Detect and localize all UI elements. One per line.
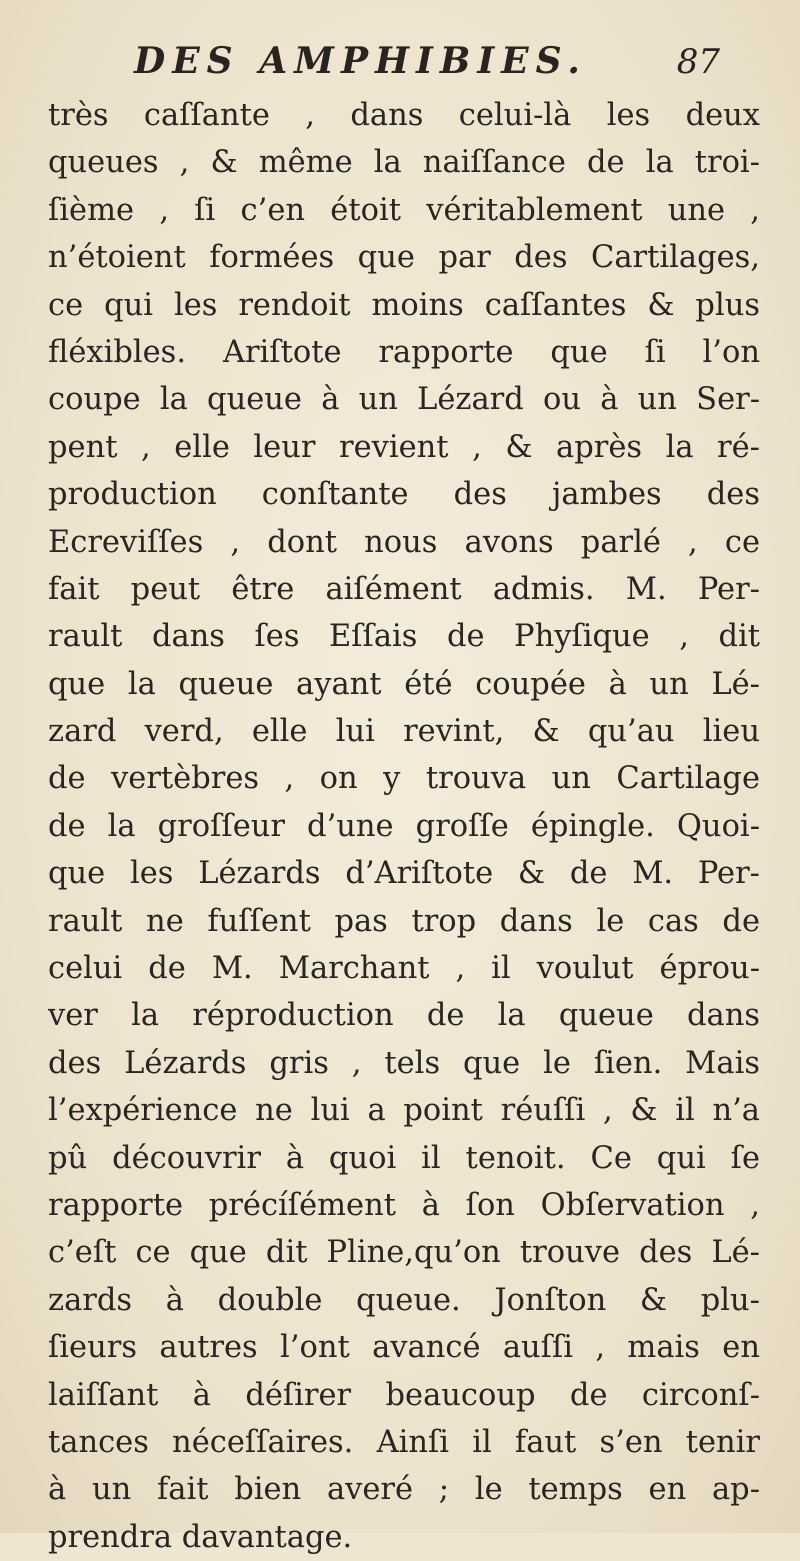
text-line: celui de M. Marchant , il voulut éprou- xyxy=(48,951,760,987)
text-line: n’étoient formées que par des Cartilages, xyxy=(48,240,760,276)
text-line: l’expérience ne lui a point réuſſi , & il n’a xyxy=(48,1093,760,1129)
text-line: Ecreviſſes , dont nous avons parlé , ce xyxy=(48,524,760,560)
text-line: coupe la queue à un Lézard ou à un Ser- xyxy=(48,382,760,418)
text-line: zards à double queue. Jonſton & plu- xyxy=(48,1282,760,1318)
text-line: queues , & même la naiſſance de la troi- xyxy=(48,145,760,181)
text-line: zard verd, elle lui revint, & qu’au lieu xyxy=(48,714,760,750)
text-line: de la groſſeur d’une groſſe épingle. Quoi- xyxy=(48,808,760,844)
text-line: laiſſant à déſirer beaucoup de circonſ- xyxy=(48,1377,760,1413)
text-line: à un fait bien averé ; le temps en ap- xyxy=(48,1472,760,1508)
page-header xyxy=(120,40,720,90)
text-line: rault dans ſes Eſſais de Phyſique , dit xyxy=(48,619,760,655)
text-line: ſieurs autres l’ont avancé auſſi , mais en xyxy=(48,1330,760,1366)
text-line: de vertèbres , on y trouva un Cartilage xyxy=(48,761,760,797)
text-line: ver la réproduction de la queue dans xyxy=(48,998,760,1034)
text-line: des Lézards gris , tels que le ſien. Mais xyxy=(48,1045,760,1081)
text-line: pent , elle leur revient , & après la ré- xyxy=(48,429,760,465)
page-number: 87 xyxy=(676,42,720,82)
text-line: tances néceſſaires. Ainſi il faut s’en tenir xyxy=(48,1424,760,1460)
text-line: fléxibles. Ariſtote rapporte que ſi l’on xyxy=(48,334,760,370)
running-title: DES AMPHIBIES. xyxy=(134,40,587,82)
text-line: prendra davantage. xyxy=(48,1519,353,1555)
text-line: ſième , ſi c’en étoit véritablement une , xyxy=(48,192,760,228)
text-line: très caſſante , dans celui-là les deux xyxy=(48,98,760,133)
text-line: ce qui les rendoit moins caſſantes & plus xyxy=(48,287,760,323)
text-line: c’eſt ce que dit Pline,qu’on trouve des Lé- xyxy=(48,1235,760,1271)
text-line: fait peut être aiſément admis. M. Per- xyxy=(48,571,760,607)
text-line: pû découvrir à quoi il tenoit. Ce qui ſe xyxy=(48,1140,760,1176)
text-line: que les Lézards d’Ariſtote & de M. Per- xyxy=(48,856,760,892)
text-line: production conſtante des jambes des xyxy=(48,477,760,513)
text-line: que la queue ayant été coupée à un Lé- xyxy=(48,666,760,702)
body-text xyxy=(48,92,760,1561)
text-line: rault ne fuſſent pas trop dans le cas de xyxy=(48,903,760,939)
text-line: rapporte précíſément à ſon Obſervation , xyxy=(48,1187,760,1223)
